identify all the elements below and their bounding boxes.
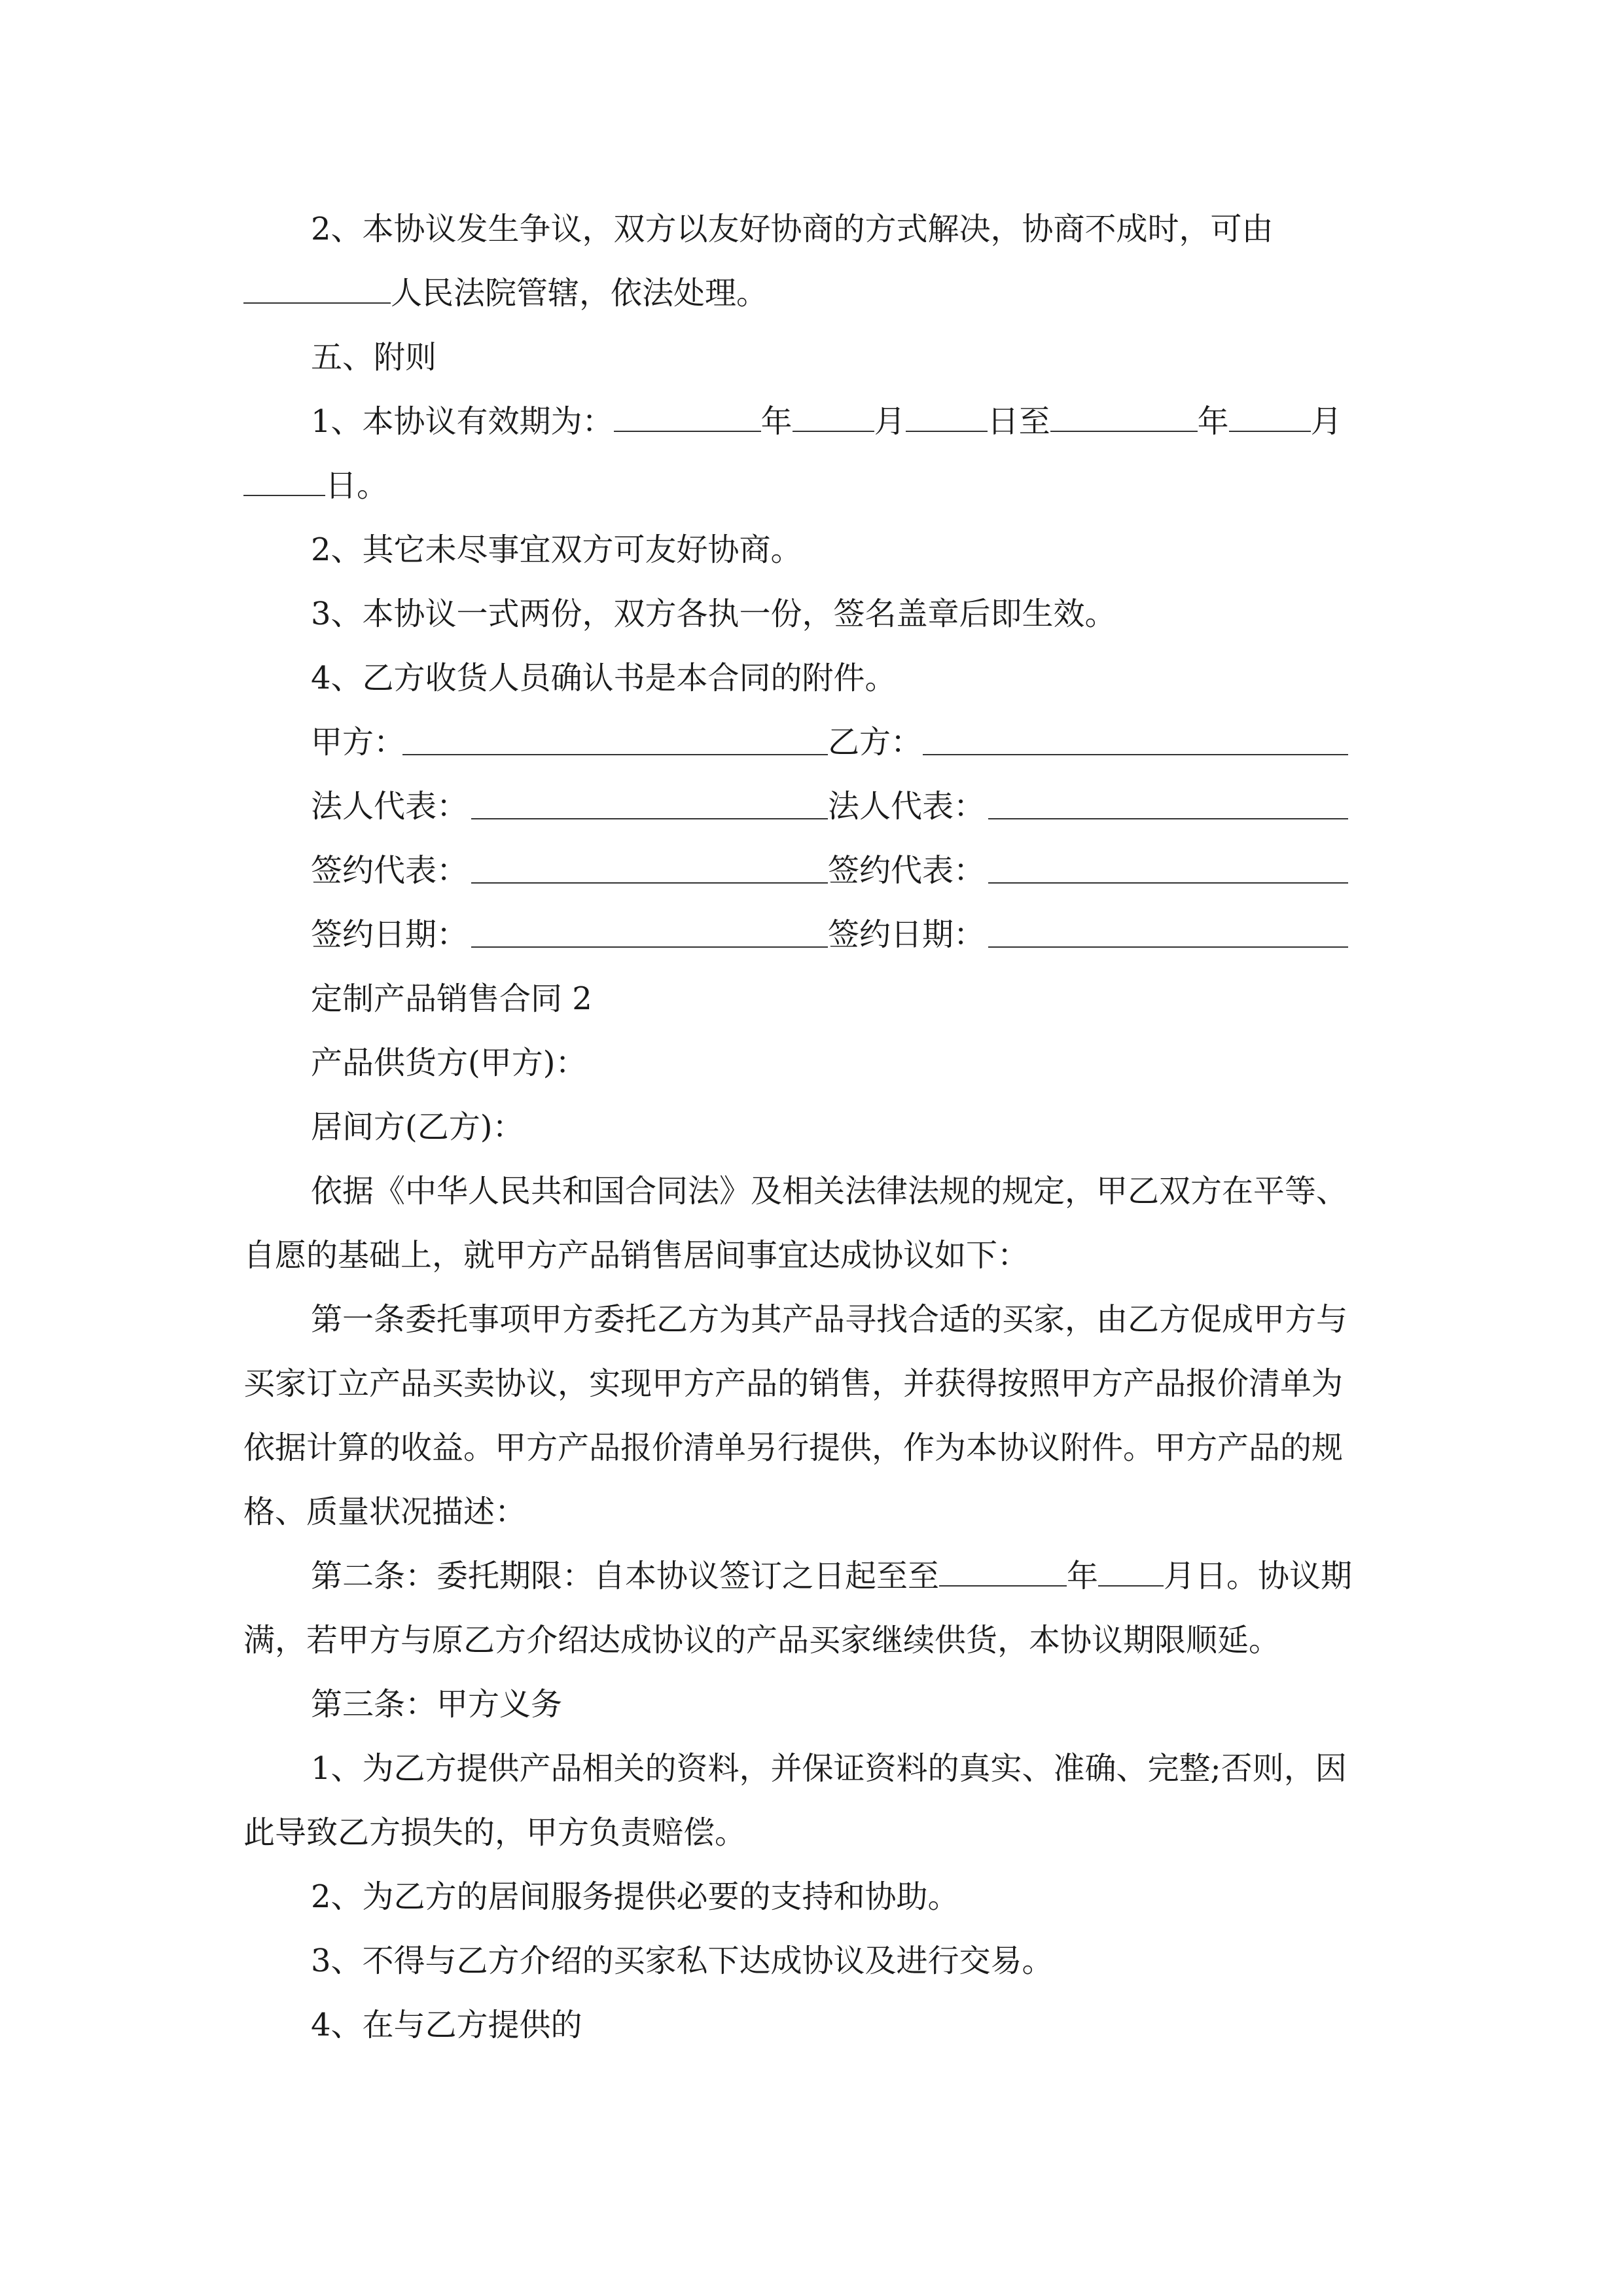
party-b-signing-date-label: 签约日期：: [828, 916, 986, 953]
article2-year-label: 年: [1067, 1558, 1099, 1594]
term-line2: [243, 466, 388, 505]
term-start-month-blank: [793, 402, 874, 432]
term-year1-label: 年: [760, 403, 793, 440]
article2-suffix: 月日。协议期: [1164, 1558, 1353, 1594]
rule-2: 2、其它未尽事宜双方可友好协商。: [311, 531, 802, 568]
term-end-month-blank: [1229, 402, 1311, 432]
article1-line3: 依据计算的收益。甲方产品报价清单另行提供，作为本协议附件。甲方产品的规: [243, 1429, 1344, 1466]
duty1-line1: 1、为乙方提供产品相关的资料，并保证资料的真实、准确、完整;否则，因: [311, 1750, 1347, 1787]
article2-year-blank: [939, 1556, 1067, 1587]
signature-row-party: [0, 723, 1623, 762]
duty4: 4、在与乙方提供的: [311, 2007, 582, 2043]
dispute-clause-line1: 2、本协议发生争议，双方以友好协商的方式解决，协商不成时，可由: [311, 211, 1274, 247]
broker-line: 居间方(乙方)：: [311, 1109, 524, 1145]
party-b-line: [923, 723, 1348, 755]
party-a-label: 甲方：: [311, 724, 406, 761]
term-prefix: 1、本协议有效期为：: [311, 403, 614, 440]
contract2-title: 定制产品销售合同 2: [311, 980, 592, 1017]
article2-line2: 满，若甲方与原乙方介绍达成协议的产品买家继续供货，本协议期限顺延。: [243, 1622, 1281, 1659]
article2-line1: [311, 1556, 1352, 1596]
rule-3: 3、本协议一式两份，双方各执一份，签名盖章后即生效。: [311, 596, 1116, 632]
article2-month-blank: [1098, 1556, 1164, 1587]
term-end-day-blank: [243, 466, 325, 496]
term-month2-label: 月: [1310, 403, 1342, 440]
party-a-legal-rep-line: [471, 787, 828, 819]
term-day-to-label: 日至: [987, 403, 1050, 440]
preamble-line2: 自愿的基础上，就甲方产品销售居间事宜达成协议如下：: [243, 1237, 1029, 1274]
signature-row-legal-rep: [0, 787, 1623, 826]
dispute-clause-line2: [243, 274, 768, 313]
term-month1-label: 月: [874, 403, 906, 440]
section5-heading: 五、附则: [311, 339, 437, 376]
party-a-signing-rep-label: 签约代表：: [311, 852, 469, 889]
preamble-line1: 依据《中华人民共和国合同法》及相关法律法规的规定，甲乙双方在平等、: [311, 1173, 1348, 1210]
party-b-legal-rep-line: [988, 787, 1348, 819]
article2-prefix: 第二条：委托期限：自本协议签订之日起至至: [311, 1558, 940, 1594]
term-start-day-blank: [906, 402, 988, 432]
duty3: 3、不得与乙方介绍的买家私下达成协议及进行交易。: [311, 1943, 1054, 1979]
party-b-signing-rep-line: [988, 851, 1348, 884]
supplier-line: 产品供货方(甲方)：: [311, 1045, 587, 1081]
signature-row-signing-date: [0, 915, 1623, 954]
term-year2-label: 年: [1197, 403, 1229, 440]
term-end-year-blank: [1050, 402, 1198, 432]
article1-line1: 第一条委托事项甲方委托乙方为其产品寻找合适的买家，由乙方促成甲方与: [311, 1301, 1348, 1338]
duty1-line2: 此导致乙方损失的，甲方负责赔偿。: [243, 1814, 747, 1851]
signature-row-signing-rep: [0, 851, 1623, 890]
article3-heading: 第三条：甲方义务: [311, 1686, 563, 1723]
term-start-year-blank: [614, 402, 761, 432]
party-a-signing-rep-line: [471, 851, 828, 884]
party-a-line: [402, 723, 828, 755]
party-b-legal-rep-label: 法人代表：: [828, 788, 986, 825]
party-a-signing-date-line: [471, 915, 828, 948]
rule-4: 4、乙方收货人员确认书是本合同的附件。: [311, 660, 897, 696]
party-b-signing-date-line: [988, 915, 1348, 948]
term-line1: [311, 402, 1342, 441]
duty2: 2、为乙方的居间服务提供必要的支持和协助。: [311, 1878, 959, 1915]
party-b-label: 乙方：: [828, 724, 923, 761]
article1-line2: 买家订立产品买卖协议，实现甲方产品的销售，并获得按照甲方产品报价清单为: [243, 1365, 1344, 1402]
court-blank: [243, 274, 391, 304]
party-b-signing-rep-label: 签约代表：: [828, 852, 986, 889]
term-line2-text: 日。: [325, 467, 389, 504]
party-a-legal-rep-label: 法人代表：: [311, 788, 469, 825]
article1-line4: 格、质量状况描述：: [243, 1494, 527, 1530]
dispute-clause-line2-text: 人民法院管辖，依法处理。: [391, 275, 768, 312]
party-a-signing-date-label: 签约日期：: [311, 916, 469, 953]
